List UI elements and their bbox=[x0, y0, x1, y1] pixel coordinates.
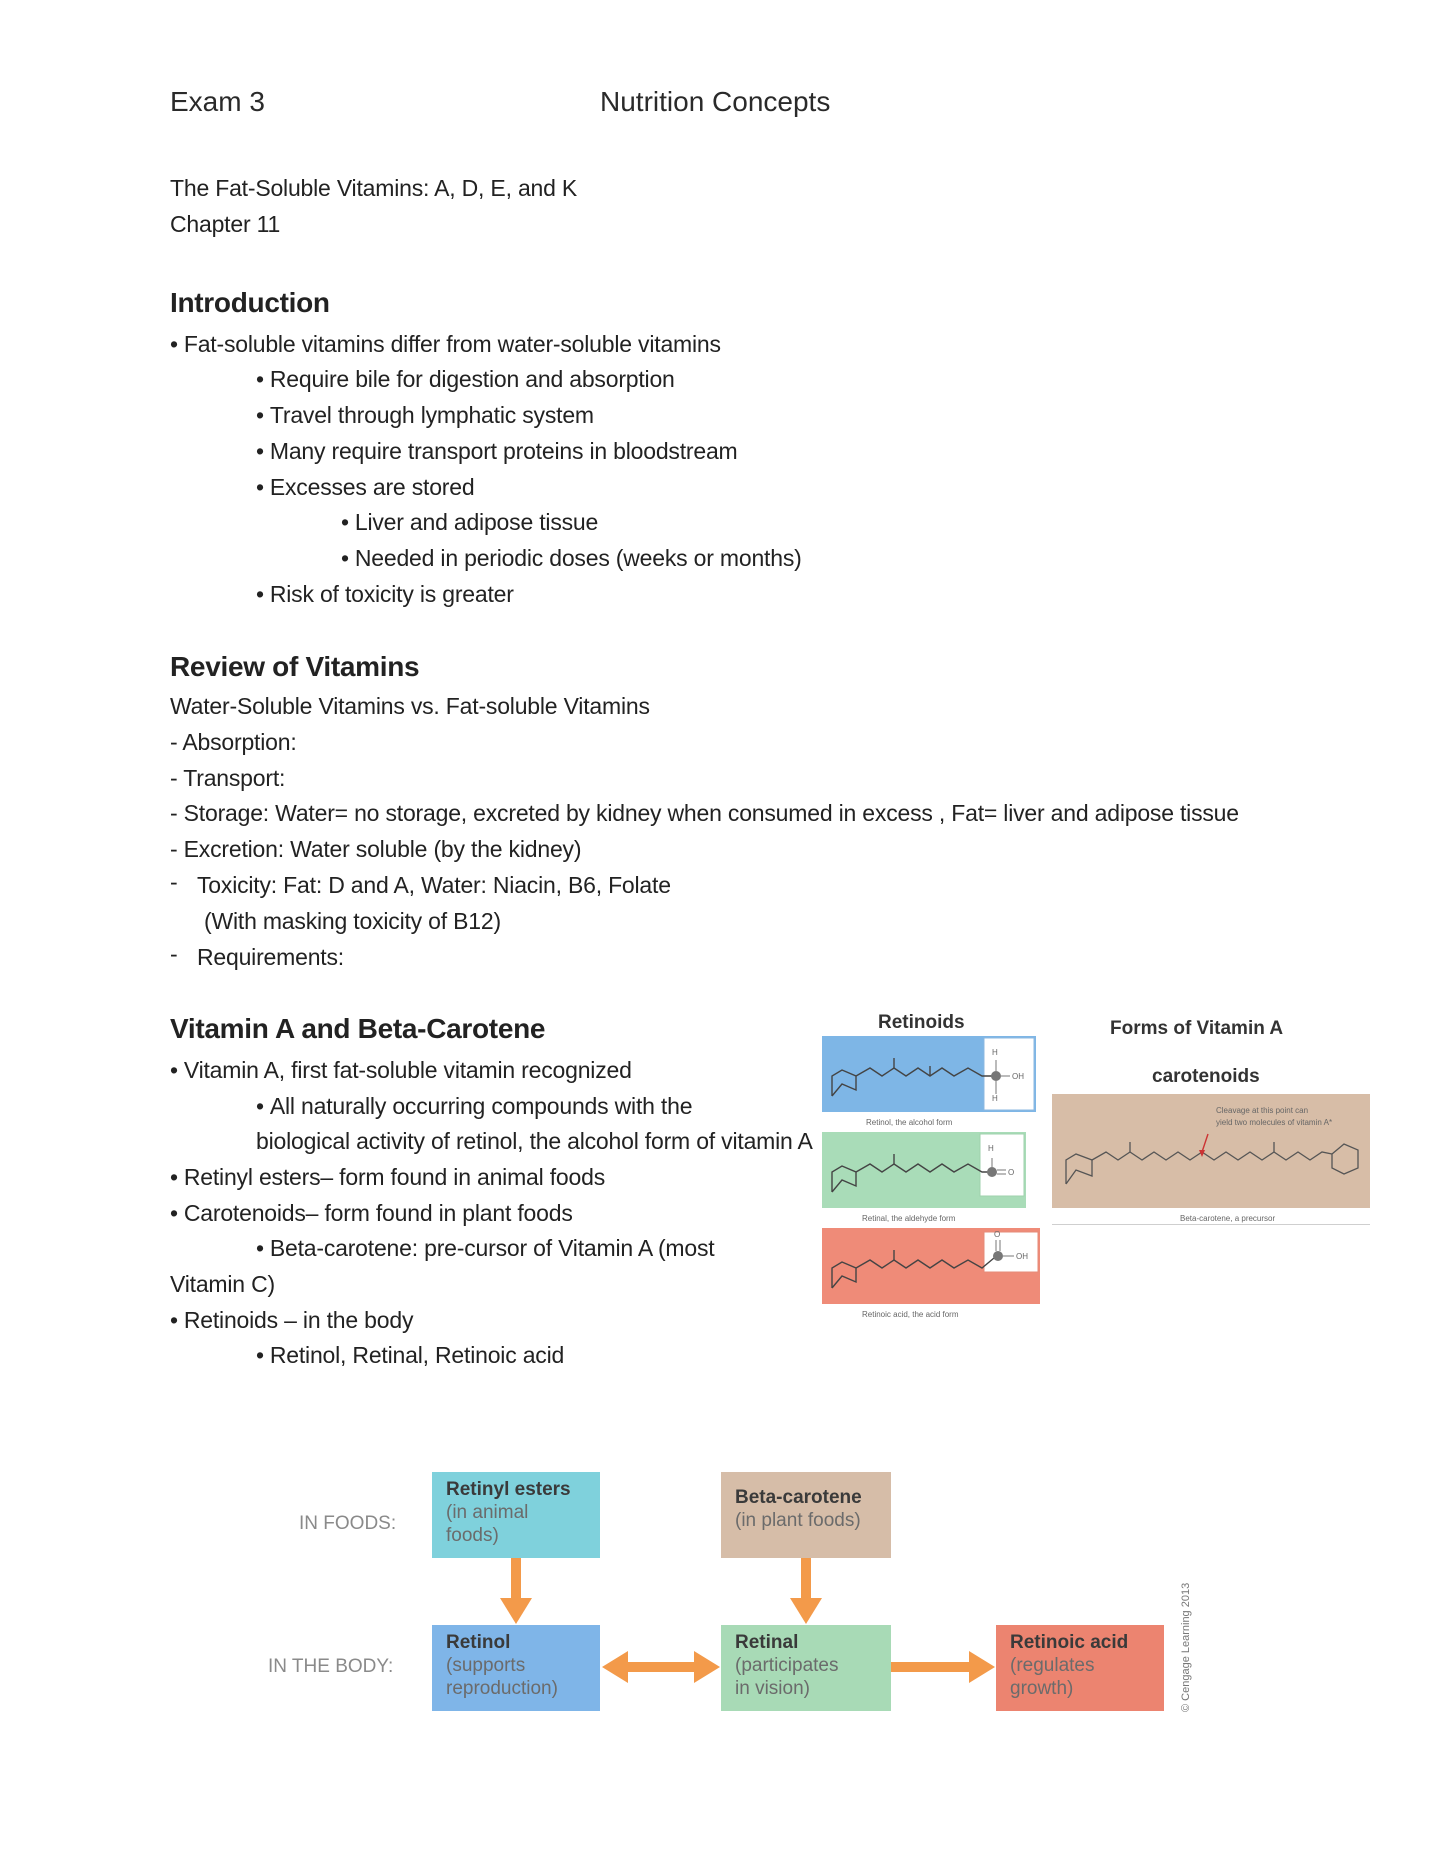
box-retinol bbox=[432, 1625, 600, 1711]
review-line-5: - Excretion: Water soluble (by the kidney) bbox=[170, 836, 582, 862]
review-line-2: - Absorption: bbox=[170, 729, 297, 755]
header-exam: Exam 3 bbox=[170, 86, 265, 117]
retinol-structure bbox=[822, 1036, 1036, 1112]
carotenoids-title: carotenoids bbox=[1152, 1066, 1260, 1087]
retinyl-title: Retinyl esters bbox=[446, 1479, 571, 1500]
box-retinoic-acid bbox=[996, 1625, 1164, 1711]
vita-line-7: Vitamin C) bbox=[170, 1271, 275, 1297]
betacarotene-divider bbox=[1052, 1224, 1370, 1225]
intro-bullet-7: • Needed in periodic doses (weeks or months) bbox=[341, 544, 802, 572]
vita-line-3: biological activity of retinol, the alcohol form of vitamin A bbox=[256, 1128, 813, 1154]
retinoic-caption: Retinoic acid, the acid form bbox=[862, 1310, 959, 1319]
retinal-h: H bbox=[988, 1144, 994, 1153]
copyright-text: © Cengage Learning 2013 bbox=[1180, 1582, 1192, 1712]
intro-bullet-8: • Risk of toxicity is greater bbox=[256, 580, 514, 608]
doc-title: The Fat-Soluble Vitamins: A, D, E, and K bbox=[170, 175, 578, 201]
intro-bullet-5: • Excesses are stored bbox=[256, 473, 474, 501]
retinoids-title: Retinoids bbox=[878, 1012, 965, 1033]
vita-bullet-9: • Retinol, Retinal, Retinoic acid bbox=[256, 1341, 564, 1369]
acid-box-title: Retinoic acid bbox=[1010, 1632, 1129, 1653]
box-retinal bbox=[721, 1625, 891, 1711]
cleavage-note-2: yield two molecules of vitamin A* bbox=[1216, 1118, 1333, 1127]
intro-bullet-1: • Fat-soluble vitamins differ from water-soluble vitamins bbox=[170, 330, 721, 358]
intro-bullet-2: • Require bile for digestion and absorption bbox=[256, 365, 675, 393]
review-line-8: Requirements: bbox=[197, 944, 344, 970]
arrow-beta-down-shaft bbox=[801, 1558, 811, 1600]
review-line-1: Water-Soluble Vitamins vs. Fat-soluble Vitamins bbox=[170, 693, 650, 719]
arrow-retinyl-down-shaft bbox=[511, 1558, 521, 1600]
review-line-7: (With masking toxicity of B12) bbox=[204, 908, 501, 934]
review-line-4: - Storage: Water= no storage, excreted by kidney when consumed in excess , Fat= liver and adipose tissue bbox=[170, 800, 1239, 826]
beta-sub: (in plant foods) bbox=[735, 1510, 861, 1531]
doc-chapter: Chapter 11 bbox=[170, 211, 281, 237]
arrow-retinal-acid-shaft bbox=[891, 1662, 971, 1672]
retinol-box-sub: (supports reproduction) bbox=[446, 1655, 558, 1699]
review-dash-6: - bbox=[170, 869, 178, 895]
review-line-6: Toxicity: Fat: D and A, Water: Niacin, B6, Folate bbox=[197, 872, 671, 898]
vita-bullet-2: • All naturally occurring compounds with the bbox=[256, 1092, 692, 1120]
intro-bullet-6: • Liver and adipose tissue bbox=[341, 508, 598, 536]
beta-title: Beta-carotene bbox=[735, 1487, 862, 1508]
retinal-structure bbox=[822, 1132, 1026, 1208]
vita-bullet-1: • Vitamin A, first fat-soluble vitamin recognized bbox=[170, 1056, 632, 1084]
retinal-o: O bbox=[1008, 1168, 1015, 1177]
review-dash-8: - bbox=[170, 941, 178, 967]
retinol-caption: Retinol, the alcohol form bbox=[866, 1118, 953, 1127]
arrow-retinol-retinal-shaft bbox=[626, 1662, 696, 1672]
intro-heading: Introduction bbox=[170, 287, 330, 318]
intro-bullet-4: • Many require transport proteins in bloodstream bbox=[256, 437, 738, 465]
retinal-caption: Retinal, the aldehyde form bbox=[862, 1214, 956, 1223]
cleavage-note-1: Cleavage at this point can bbox=[1216, 1106, 1309, 1115]
retinol-oh: OH bbox=[1012, 1072, 1024, 1081]
box-retinyl-esters bbox=[432, 1472, 600, 1558]
acid-box-sub: (regulates growth) bbox=[1010, 1655, 1095, 1699]
retinoic-o: O bbox=[994, 1230, 1001, 1239]
box-beta-carotene bbox=[721, 1472, 891, 1558]
label-in-body: IN THE BODY: bbox=[268, 1656, 394, 1677]
review-line-3: - Transport: bbox=[170, 765, 286, 791]
arrow-retinol-retinal-left-head bbox=[602, 1651, 628, 1683]
vita-bullet-4: • Retinyl esters– form found in animal foods bbox=[170, 1163, 605, 1191]
retinoic-structure bbox=[822, 1228, 1040, 1304]
arrow-retinyl-down-head bbox=[500, 1598, 532, 1624]
arrow-retinol-retinal-right-head bbox=[694, 1651, 720, 1683]
vita-heading: Vitamin A and Beta-Carotene bbox=[170, 1013, 546, 1044]
retinol-h-bottom: H bbox=[992, 1094, 998, 1103]
retinol-box-title: Retinol bbox=[446, 1632, 511, 1653]
retinal-box-sub: (participates in vision) bbox=[735, 1655, 839, 1699]
vita-bullet-6: • Beta-carotene: pre-cursor of Vitamin A (most bbox=[256, 1234, 714, 1262]
arrow-beta-down-head bbox=[790, 1598, 822, 1624]
retinyl-sub: (in animal foods) bbox=[446, 1502, 529, 1546]
retinal-box-title: Retinal bbox=[735, 1632, 799, 1653]
vita-bullet-8: • Retinoids – in the body bbox=[170, 1306, 413, 1334]
betacarotene-caption: Beta-carotene, a precursor bbox=[1180, 1214, 1276, 1223]
header-course: Nutrition Concepts bbox=[600, 86, 831, 117]
betacarotene-structure bbox=[1052, 1094, 1370, 1208]
vita-bullet-5: • Carotenoids– form found in plant foods bbox=[170, 1199, 573, 1227]
copyright-note bbox=[1176, 1572, 1190, 1712]
intro-bullet-3: • Travel through lymphatic system bbox=[256, 401, 594, 429]
retinol-h-top: H bbox=[992, 1048, 998, 1057]
label-in-foods: IN FOODS: bbox=[299, 1513, 397, 1534]
forms-title: Forms of Vitamin A bbox=[1110, 1018, 1284, 1039]
retinoic-oh: OH bbox=[1016, 1252, 1028, 1261]
arrow-retinal-acid-head bbox=[969, 1651, 995, 1683]
review-heading: Review of Vitamins bbox=[170, 651, 420, 682]
